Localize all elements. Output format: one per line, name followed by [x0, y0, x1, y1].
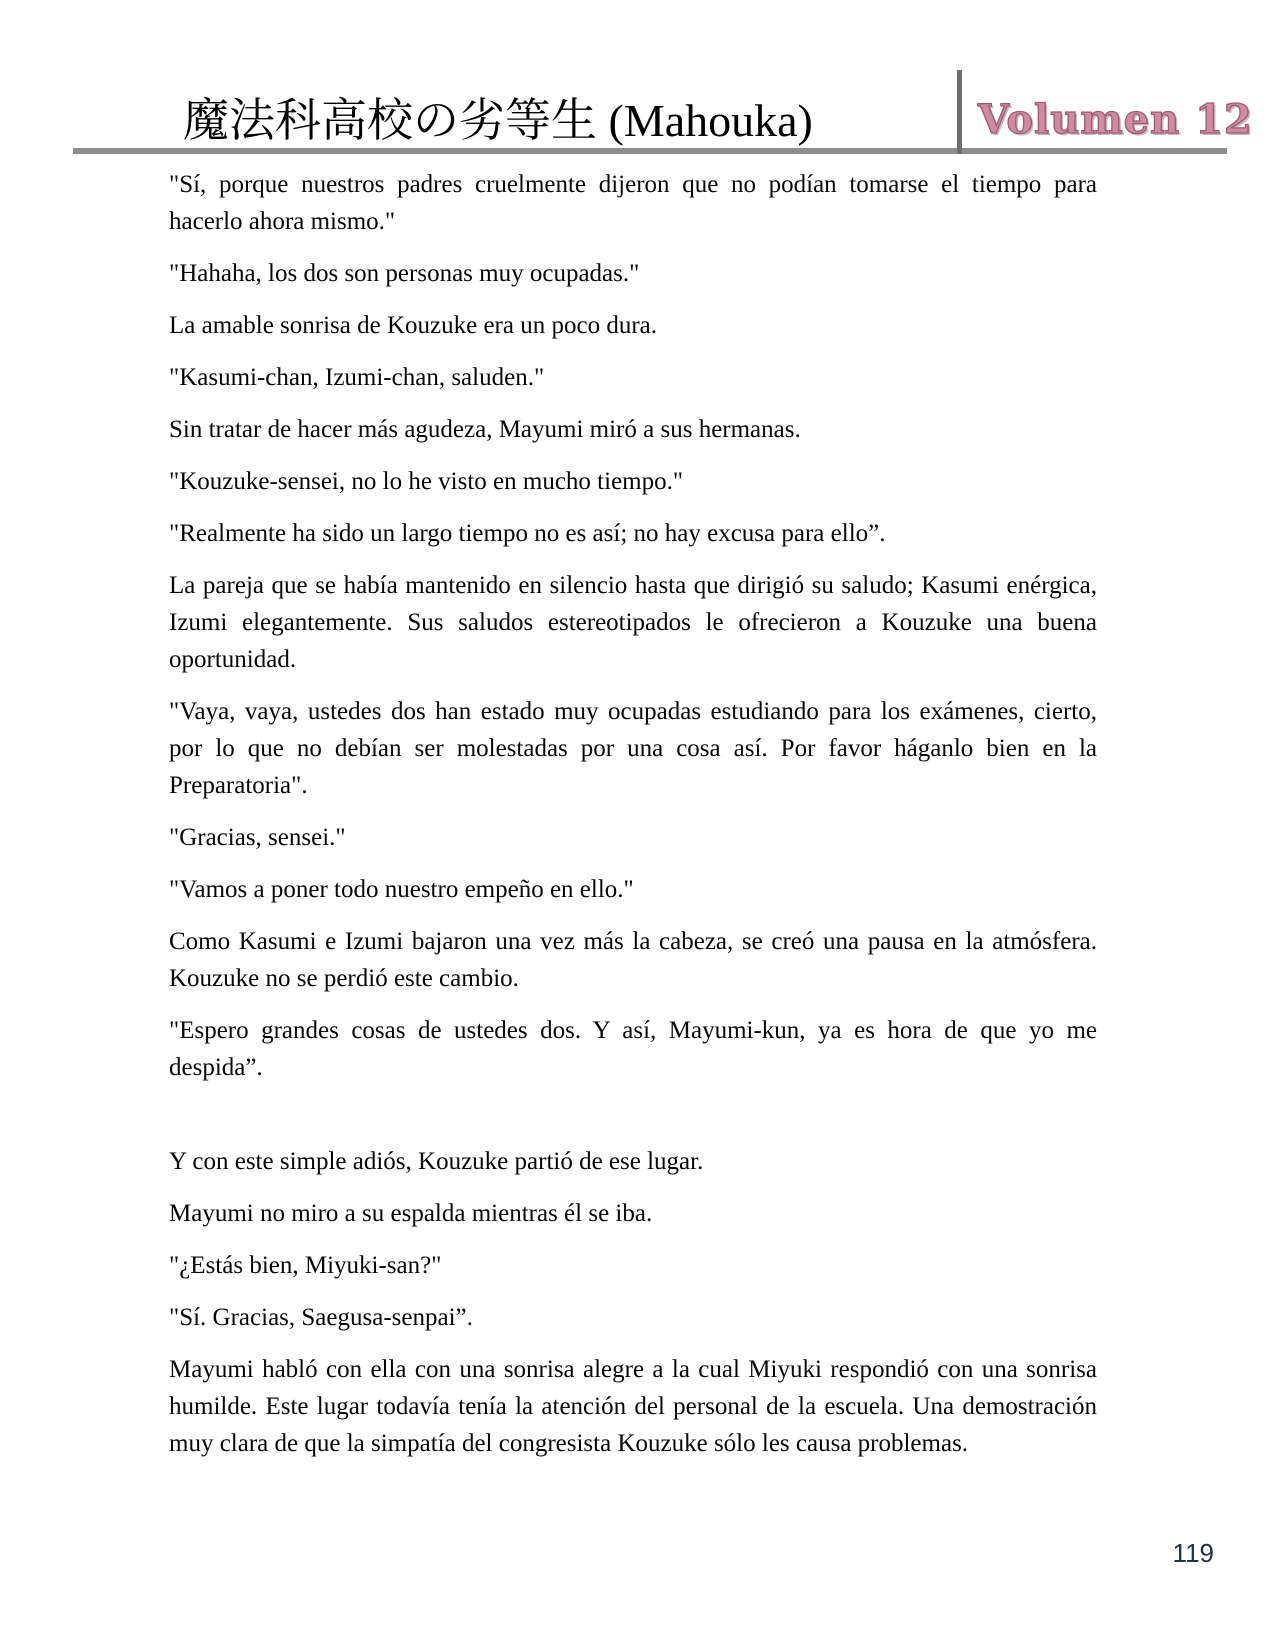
- paragraph: La amable sonrisa de Kouzuke era un poco dura.: [169, 312, 658, 339]
- book-title: 魔法科高校の劣等生 (Mahouka): [183, 95, 813, 146]
- paragraph: "Gracias, sensei.": [169, 824, 346, 851]
- paragraph: "¿Estás bien, Miyuki-san?": [169, 1252, 442, 1279]
- paragraph: "Sí, porque nuestros padres cruelmente dijeron que no podían tomarse el tiempo para hacerlo ahora mismo.": [169, 171, 1097, 235]
- paragraph: Mayumi no miro a su espalda mientras él se iba.: [169, 1200, 653, 1227]
- paragraph: "Espero grandes cosas de ustedes dos. Y así, Mayumi-kun, ya es hora de que yo me despida”.: [169, 1017, 1097, 1081]
- paragraph: Y con este simple adiós, Kouzuke partió de ese lugar.: [169, 1148, 704, 1175]
- paragraph: "Realmente ha sido un largo tiempo no es así; no hay excusa para ello”.: [169, 520, 886, 547]
- page-header: [73, 64, 1253, 154]
- paragraph: Sin tratar de hacer más agudeza, Mayumi miró a sus hermanas.: [169, 416, 801, 443]
- paragraph: "Vaya, vaya, ustedes dos han estado muy ocupadas estudiando para los exámenes, cierto, por lo que no debían ser molestadas por una cosa así. Por favor háganlo bien en la Preparatoria".: [169, 698, 1097, 799]
- volume-label: Volumen 12: [978, 96, 1253, 143]
- page-body: [169, 166, 1097, 1477]
- paragraph: La pareja que se había mantenido en silencio hasta que dirigió su saludo; Kasumi enérgica, Izumi elegantemente. Sus saludos estereotipados le ofrecieron a Kouzuke una buena oportunidad.: [169, 572, 1097, 673]
- paragraph: Mayumi habló con ella con una sonrisa alegre a la cual Miyuki respondió con una sonrisa humilde. Este lugar todavía tenía la atención del personal de la escuela. Una demostración muy clara de que la simpatía del congresista Kouzuke sólo les causa problemas.: [169, 1356, 1097, 1457]
- paragraph: "Hahaha, los dos son personas muy ocupadas.": [169, 260, 640, 287]
- paragraph: "Kasumi-chan, Izumi-chan, saluden.": [169, 364, 545, 391]
- paragraph: "Sí. Gracias, Saegusa-senpai”.: [169, 1304, 473, 1331]
- paragraph: "Kouzuke-sensei, no lo he visto en mucho tiempo.": [169, 468, 684, 495]
- paragraph: "Vamos a poner todo nuestro empeño en ello.": [169, 876, 634, 903]
- header-divider: [957, 70, 962, 154]
- page-number: 119: [1172, 1538, 1214, 1568]
- paragraph: Como Kasumi e Izumi bajaron una vez más la cabeza, se creó una pausa en la atmósfera. Kouzuke no se perdió este cambio.: [169, 928, 1097, 992]
